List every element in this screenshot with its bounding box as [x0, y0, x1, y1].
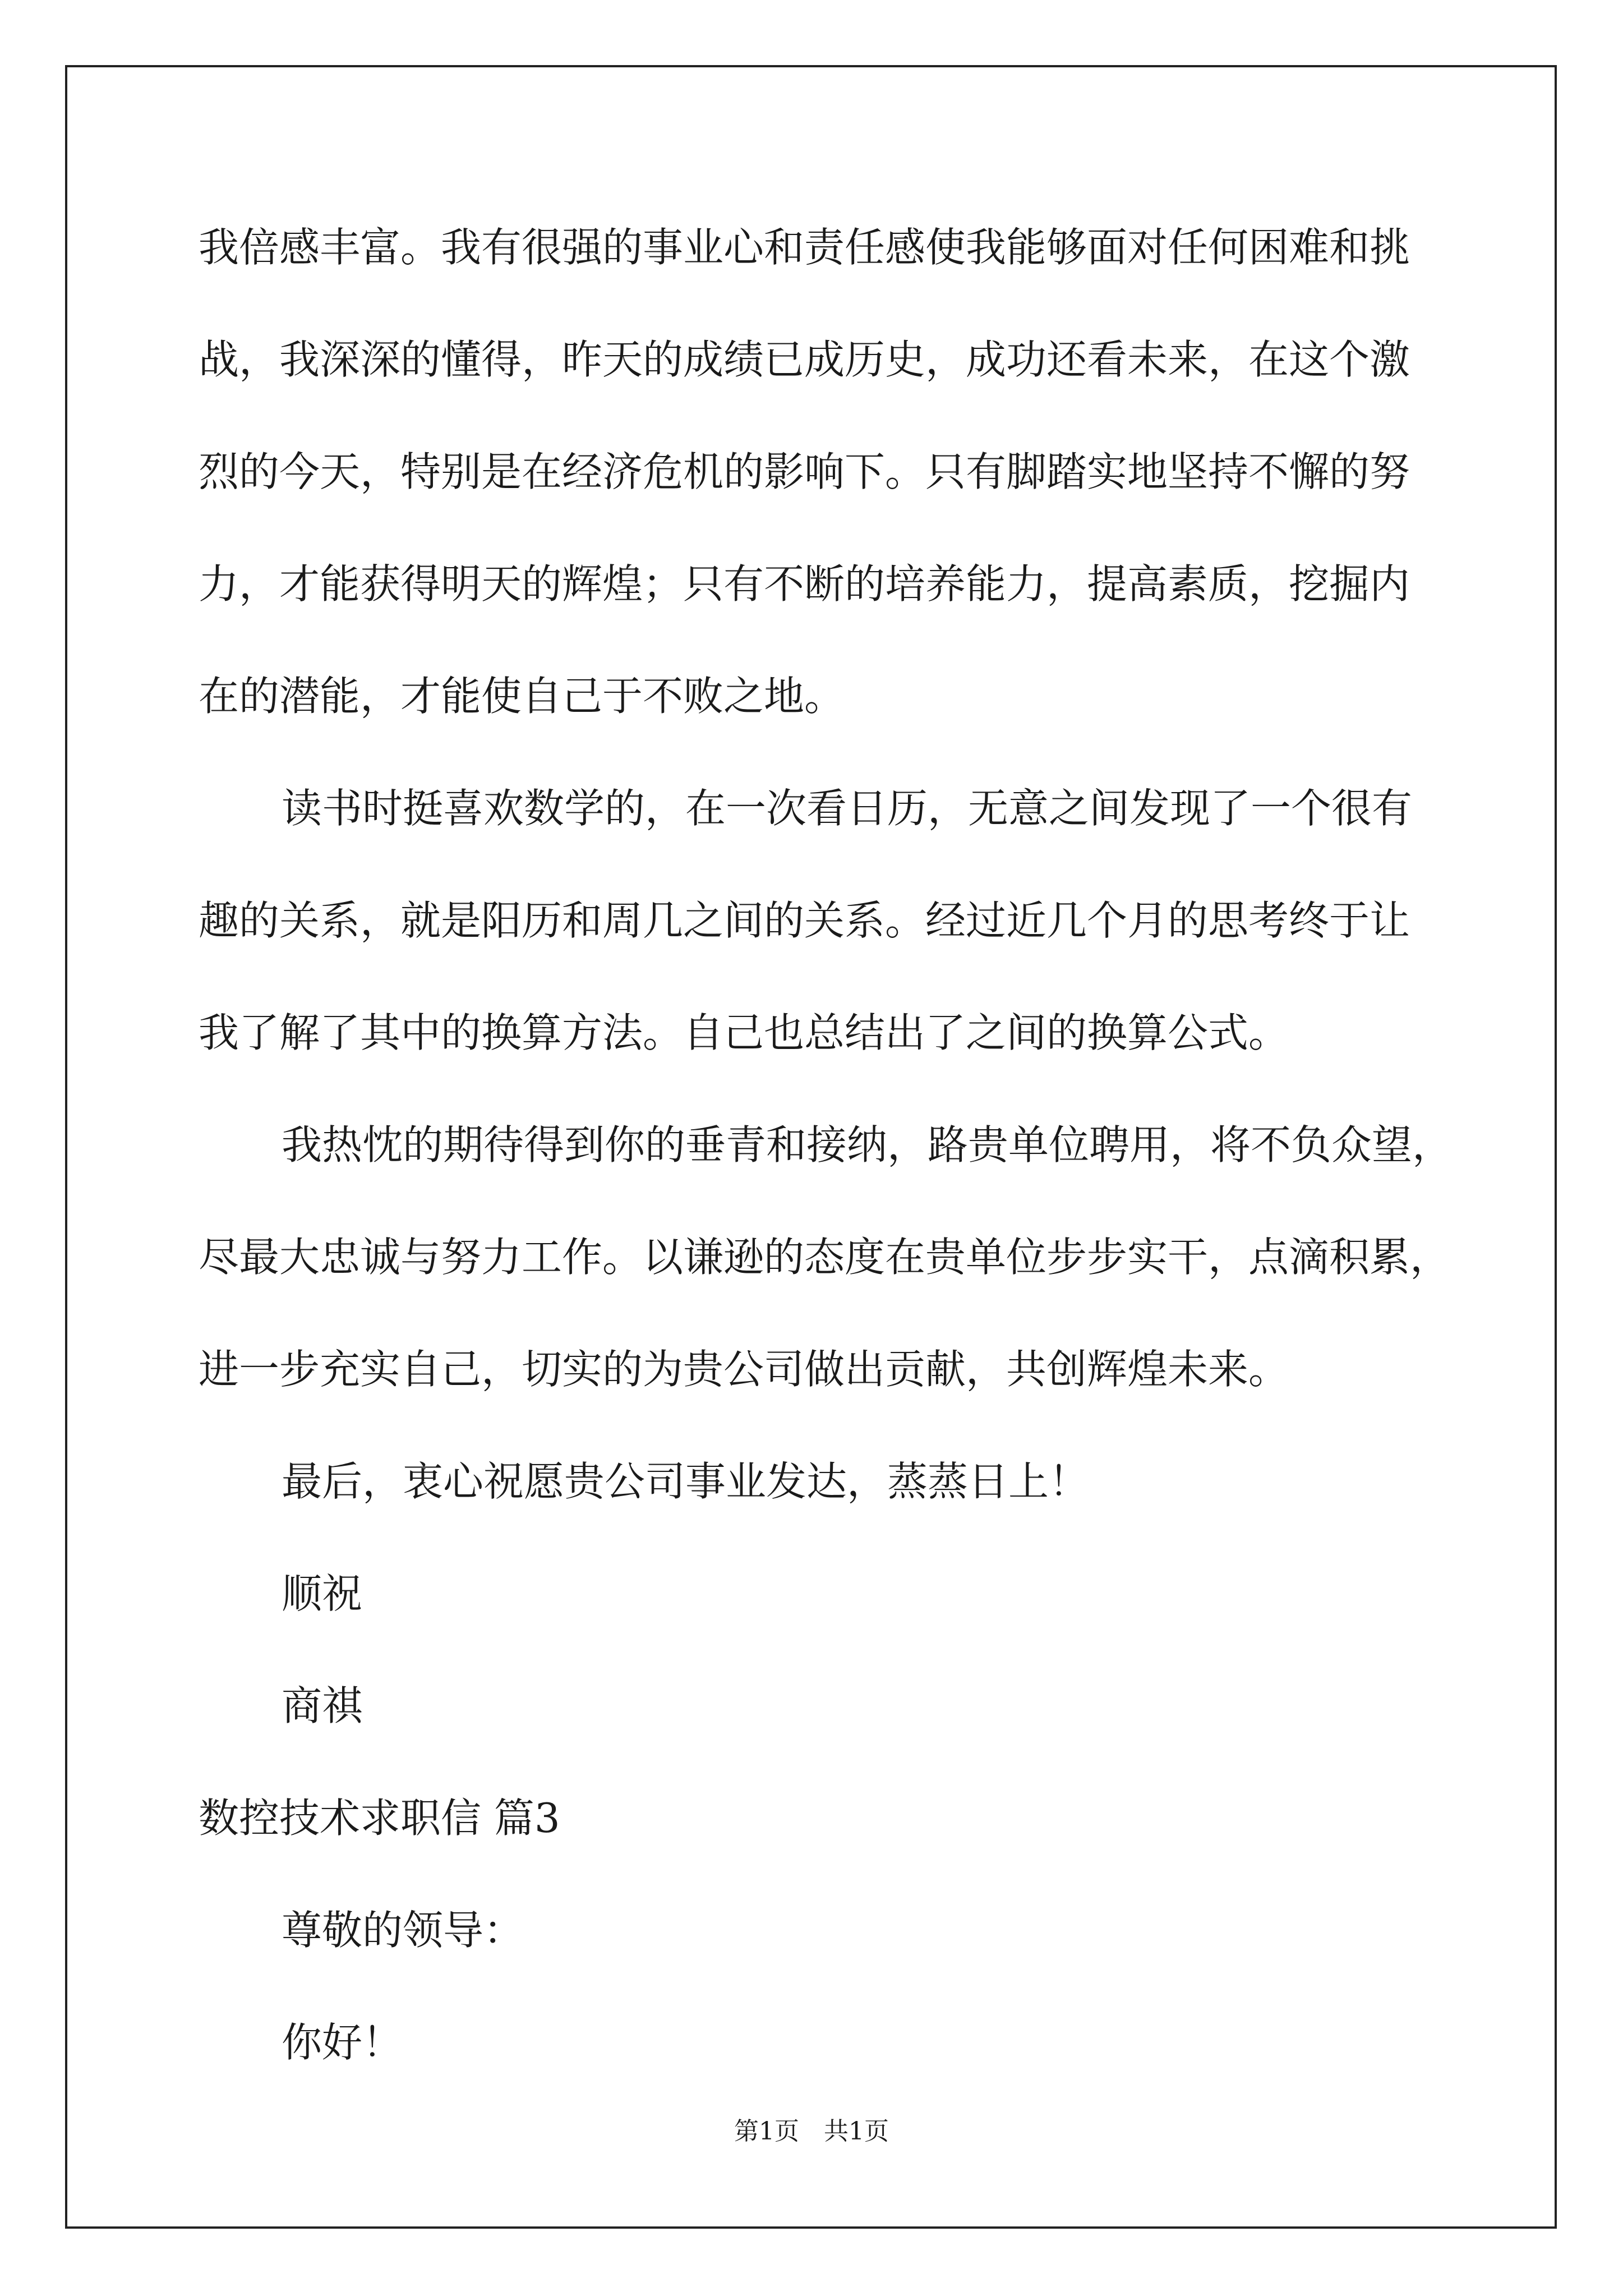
- text-line: 趣的关系，就是阳历和周几之间的关系。经过近几个月的思考终于让: [199, 897, 1410, 944]
- text-line: 烈的今天，特别是在经济危机的影响下。只有脚踏实地坚持不懈的努: [199, 448, 1410, 495]
- text-line: 战，我深深的懂得，昨天的成绩已成历史，成功还看未来，在这个激: [199, 336, 1410, 383]
- regards-line-2: 商祺: [282, 1682, 363, 1729]
- closing-wish: 最后，衷心祝愿贵公司事业发达，蒸蒸日上！: [282, 1458, 1090, 1505]
- salutation: 尊敬的领导：: [282, 1907, 524, 1954]
- text-line: 我热忱的期待得到你的垂青和接纳，路贵单位聘用，将不负众望，: [282, 1121, 1453, 1168]
- letter-body: [199, 213, 1455, 2120]
- text-line: 力，才能获得明天的辉煌；只有不断的培养能力，提高素质，挖掘内: [199, 560, 1410, 608]
- paragraph-1: [199, 213, 1455, 774]
- paragraph-3: [199, 1111, 1455, 1447]
- text-line: 尽最大忠诚与努力工作。以谦逊的态度在贵单位步步实干，点滴积累，: [199, 1234, 1451, 1281]
- text-line: 读书时挺喜欢数学的，在一次看日历，无意之间发现了一个很有: [282, 785, 1413, 832]
- page-footer: 第1页 共1页: [734, 2117, 889, 2146]
- text-line: 在的潜能，才能使自己于不败之地。: [199, 673, 845, 720]
- paragraph-2: [199, 774, 1455, 1111]
- text-line: 进一步充实自己，切实的为贵公司做出贡献，共创辉煌未来。: [199, 1346, 1289, 1393]
- regards-line: 顺祝: [282, 1570, 363, 1617]
- greeting: 你好！: [282, 2019, 403, 2066]
- section-title: 数控技术求职信 篇3: [199, 1795, 560, 1842]
- text-line: 我了解了其中的换算方法。自己也总结出了之间的换算公式。: [199, 1009, 1289, 1056]
- text-line: 我倍感丰富。我有很强的事业心和责任感使我能够面对任何困难和挑: [199, 224, 1410, 271]
